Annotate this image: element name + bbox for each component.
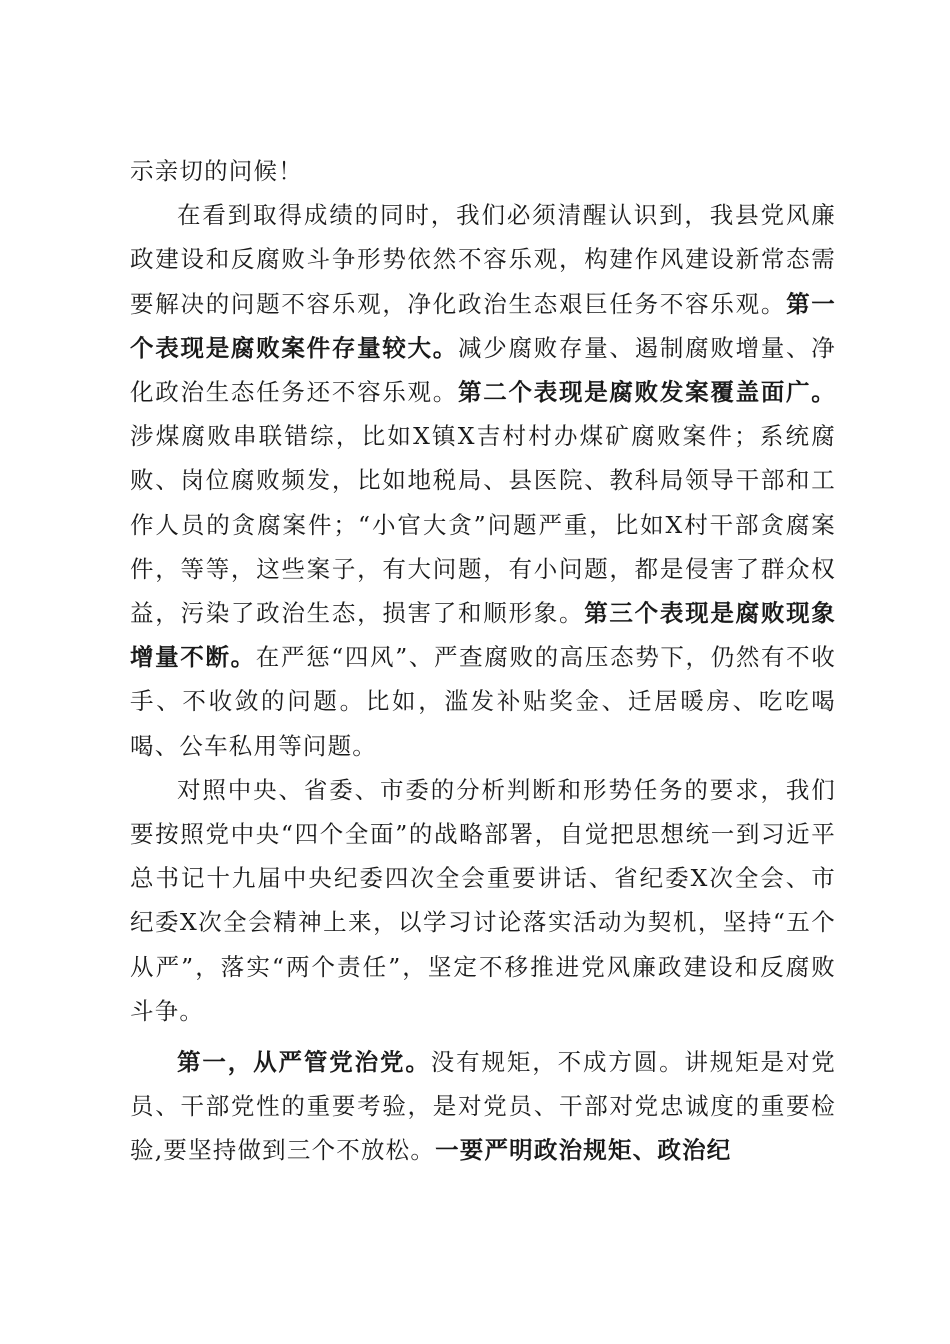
text-segment: 在严惩“四风”、严查腐败的高压态势下，仍然有不收手、不收敛的问题。比如，滥发补贴奖金、迁居暖房、吃吃喝喝、公车私用等问题。	[130, 643, 837, 760]
paragraph-2	[130, 193, 836, 768]
bold-text-segment: 第二个表现是腐败发案覆盖面广。	[458, 378, 836, 407]
bold-text-segment: 第三个表现是腐败现象增量不断。	[130, 599, 836, 672]
paragraph-1	[130, 149, 836, 193]
paragraph-3	[130, 768, 836, 1033]
bold-text-segment: 一要严明政治规矩、政治纪	[435, 1136, 732, 1165]
paragraph-4	[130, 1040, 836, 1173]
text-segment: 减少腐败存量、遏制腐败增量、净化政治生态任务还不容乐观。	[130, 333, 836, 407]
text-segment: 在看到取得成绩的同时，我们必须清醒认识到，我县党风廉政建设和反腐败斗争形势依然不容乐观，构建作风建设新常态需要解决的问题不容乐观，净化政治生态艰巨任务不容乐观。	[130, 201, 836, 318]
document-body	[130, 149, 836, 1173]
text-segment: 涉煤腐败串联错综，比如X镇X吉村村办煤矿腐败案件；系统腐败、岗位腐败频发，比如地税局、县医院、教科局领导干部和工作人员的贪腐案件；“小官大贪”问题严重，比如X村干部贪腐案件，等等，这些案子，有大问题，有小问题，都是侵害了群众权益，污染了政治生态，损害了和顺形象。	[130, 422, 836, 628]
text-segment: 示亲切的问候！	[130, 157, 303, 185]
bold-text-segment: 第一个表现是腐败案件存量较大。	[130, 289, 836, 362]
text-segment: 没有规矩，不成方圆。讲规矩是对党员、干部党性的重要考验，是对党员、干部对党忠诚度的重要检验,要坚持做到三个不放松。	[130, 1048, 836, 1165]
section-heading: 第一，从严管党治党。	[177, 1048, 431, 1077]
text-segment: 对照中央、省委、市委的分析判断和形势任务的要求，我们要按照党中央“四个全面”的战略部署，自觉把思想统一到习近平总书记十九届中央纪委四次全会重要讲话、省纪委X次全会、市纪委X次全会精神上来，以学习讨论落实活动为契机，坚持“五个从严”，落实“两个责任”，坚定不移推进党风廉政建设和反腐败斗争。	[130, 775, 836, 1025]
